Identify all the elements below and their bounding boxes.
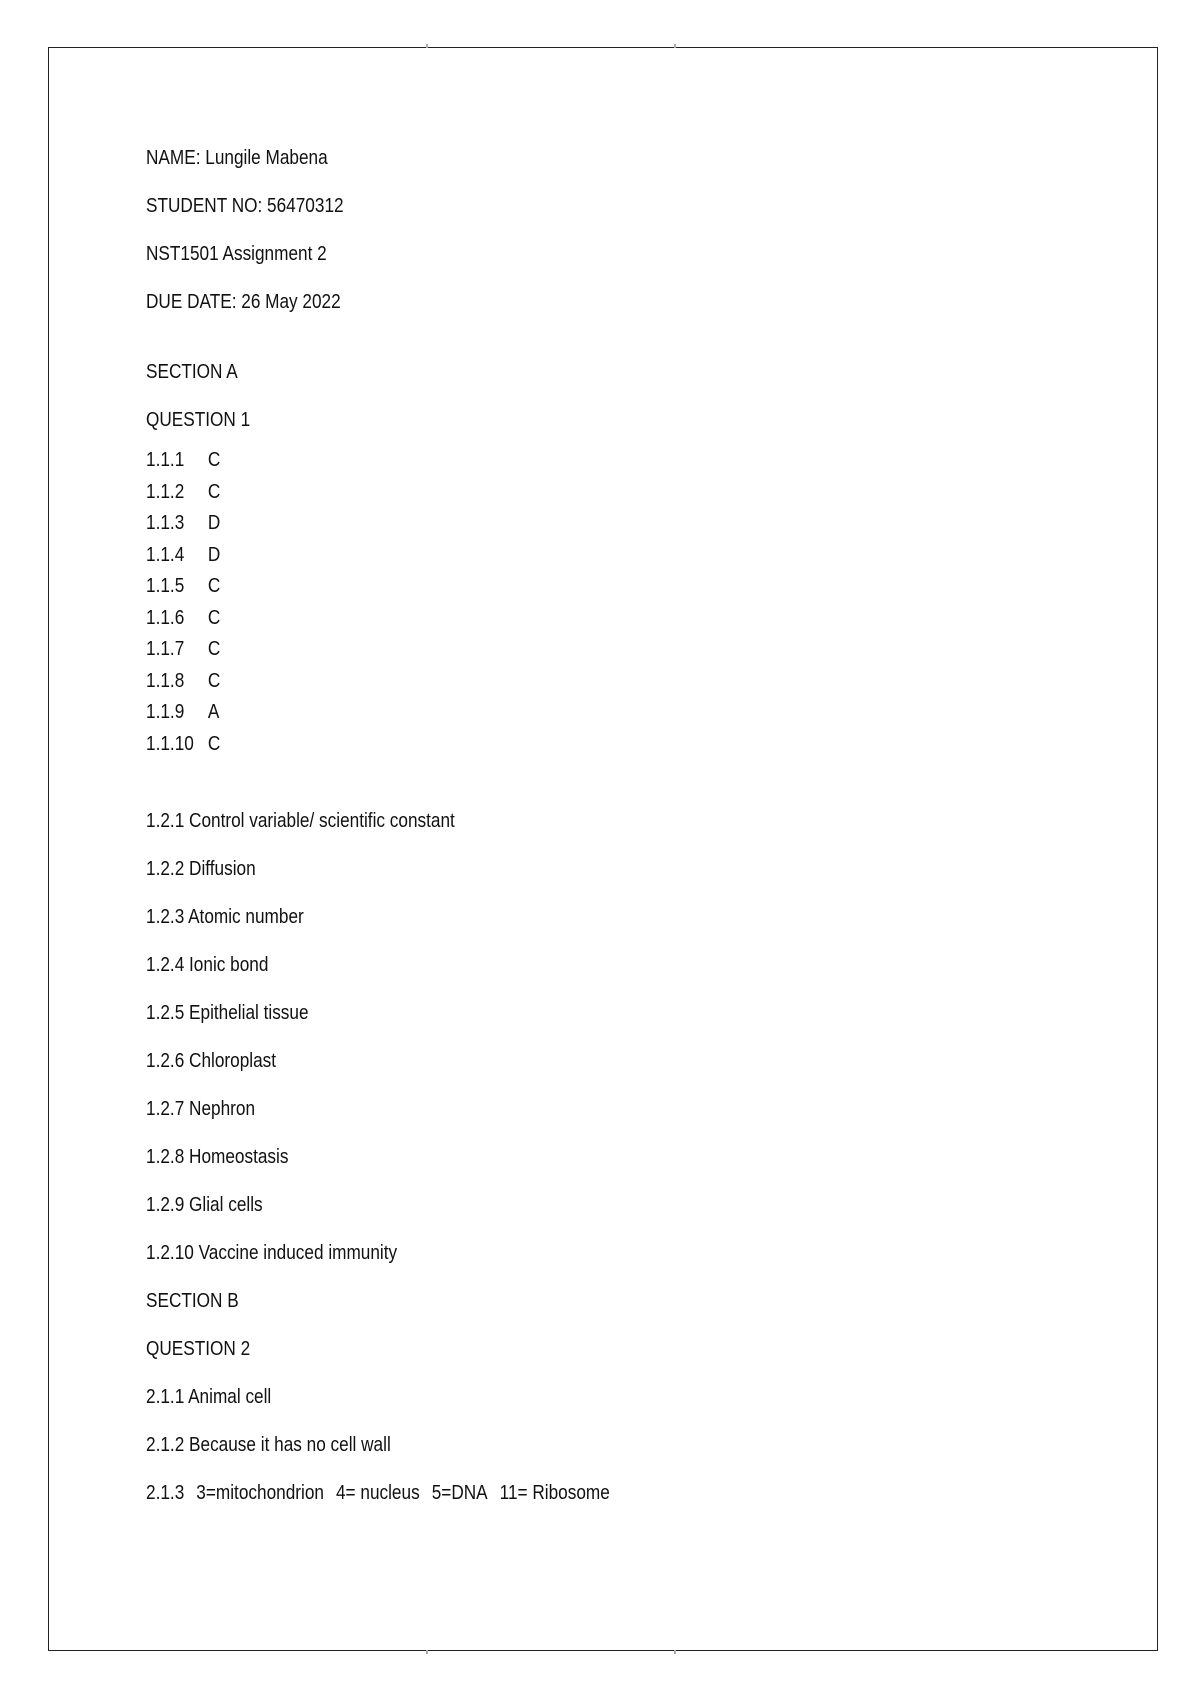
term-answer: 1.2.10 Vaccine induced immunity (146, 1241, 398, 1264)
term-answer: 1.2.6 Chloroplast (146, 1049, 277, 1072)
page-edge-mark (674, 1650, 676, 1654)
mc-answer: C (207, 732, 221, 755)
question-1-title: QUESTION 1 (146, 409, 251, 431)
term-answer: 1.2.5 Epithelial tissue (146, 1001, 309, 1024)
mc-answer-row (146, 734, 972, 754)
term-answer: 1.2.2 Diffusion (146, 857, 256, 880)
mc-question-number: 1.1.4 (146, 543, 185, 566)
page-edge-mark (426, 44, 428, 48)
terms-list (146, 811, 972, 1263)
mc-question-number: 1.1.3 (146, 512, 185, 534)
answer-2-1-3 (146, 1483, 972, 1503)
section-b-title: SECTION B (146, 1289, 239, 1312)
mc-answer-row (146, 513, 972, 533)
term-answer: 1.2.9 Glial cells (146, 1193, 263, 1216)
mc-question-number: 1.1.9 (146, 701, 185, 723)
mc-question-number: 1.1.7 (146, 638, 185, 660)
mc-answer: C (207, 669, 221, 692)
question-2-answers (146, 1387, 972, 1503)
label-part: 4= nucleus (335, 1481, 420, 1504)
term-answer: 1.2.4 Ionic bond (146, 953, 269, 976)
term-answer: 1.2.8 Homeostasis (146, 1145, 289, 1168)
mc-answer: C (207, 606, 221, 629)
answer-2-1-2: 2.1.2 Because it has no cell wall (146, 1433, 391, 1456)
mc-answer-row (146, 482, 972, 502)
student-name: NAME: Lungile Mabena (146, 147, 328, 169)
question-2-title: QUESTION 2 (146, 1337, 251, 1360)
mc-answer-row (146, 639, 972, 659)
multiple-choice-list (146, 450, 972, 754)
mc-answer: C (207, 638, 221, 660)
mc-answer-row (146, 608, 972, 628)
student-number: STUDENT NO: 56470312 (146, 195, 344, 217)
mc-answer-row (146, 545, 972, 565)
document-body (146, 148, 972, 1503)
label-part: 11= Ribosome (499, 1481, 610, 1504)
mc-answer: A (207, 701, 220, 723)
answer-2-1-1: 2.1.1 Animal cell (146, 1385, 272, 1408)
label-part: 3=mitochondrion (196, 1481, 324, 1504)
page-edge-mark (674, 44, 676, 48)
mc-answer-row (146, 450, 972, 470)
section-a-title: SECTION A (146, 361, 238, 383)
student-header (146, 148, 972, 312)
mc-question-number: 1.1.1 (146, 449, 185, 471)
mc-answer-row (146, 671, 972, 691)
mc-answer: D (207, 512, 221, 534)
mc-answer: C (207, 575, 221, 597)
mc-answer-row (146, 702, 972, 722)
mc-question-number: 1.1.2 (146, 480, 185, 503)
due-date: DUE DATE: 26 May 2022 (146, 291, 341, 313)
mc-answer: D (207, 543, 221, 566)
mc-answer: C (207, 480, 221, 503)
term-answer: 1.2.3 Atomic number (146, 905, 304, 928)
term-answer: 1.2.1 Control variable/ scientific constant (146, 809, 455, 832)
answer-number: 2.1.3 (146, 1481, 185, 1504)
mc-question-number: 1.1.10 (146, 732, 194, 755)
mc-answer: C (207, 449, 221, 471)
mc-question-number: 1.1.8 (146, 669, 185, 692)
mc-question-number: 1.1.5 (146, 575, 185, 597)
mc-answer-row (146, 576, 972, 596)
assignment-title: NST1501 Assignment 2 (146, 243, 327, 265)
mc-question-number: 1.1.6 (146, 606, 185, 629)
term-answer: 1.2.7 Nephron (146, 1097, 256, 1120)
page-edge-mark (426, 1650, 428, 1654)
label-part: 5=DNA (431, 1481, 488, 1504)
